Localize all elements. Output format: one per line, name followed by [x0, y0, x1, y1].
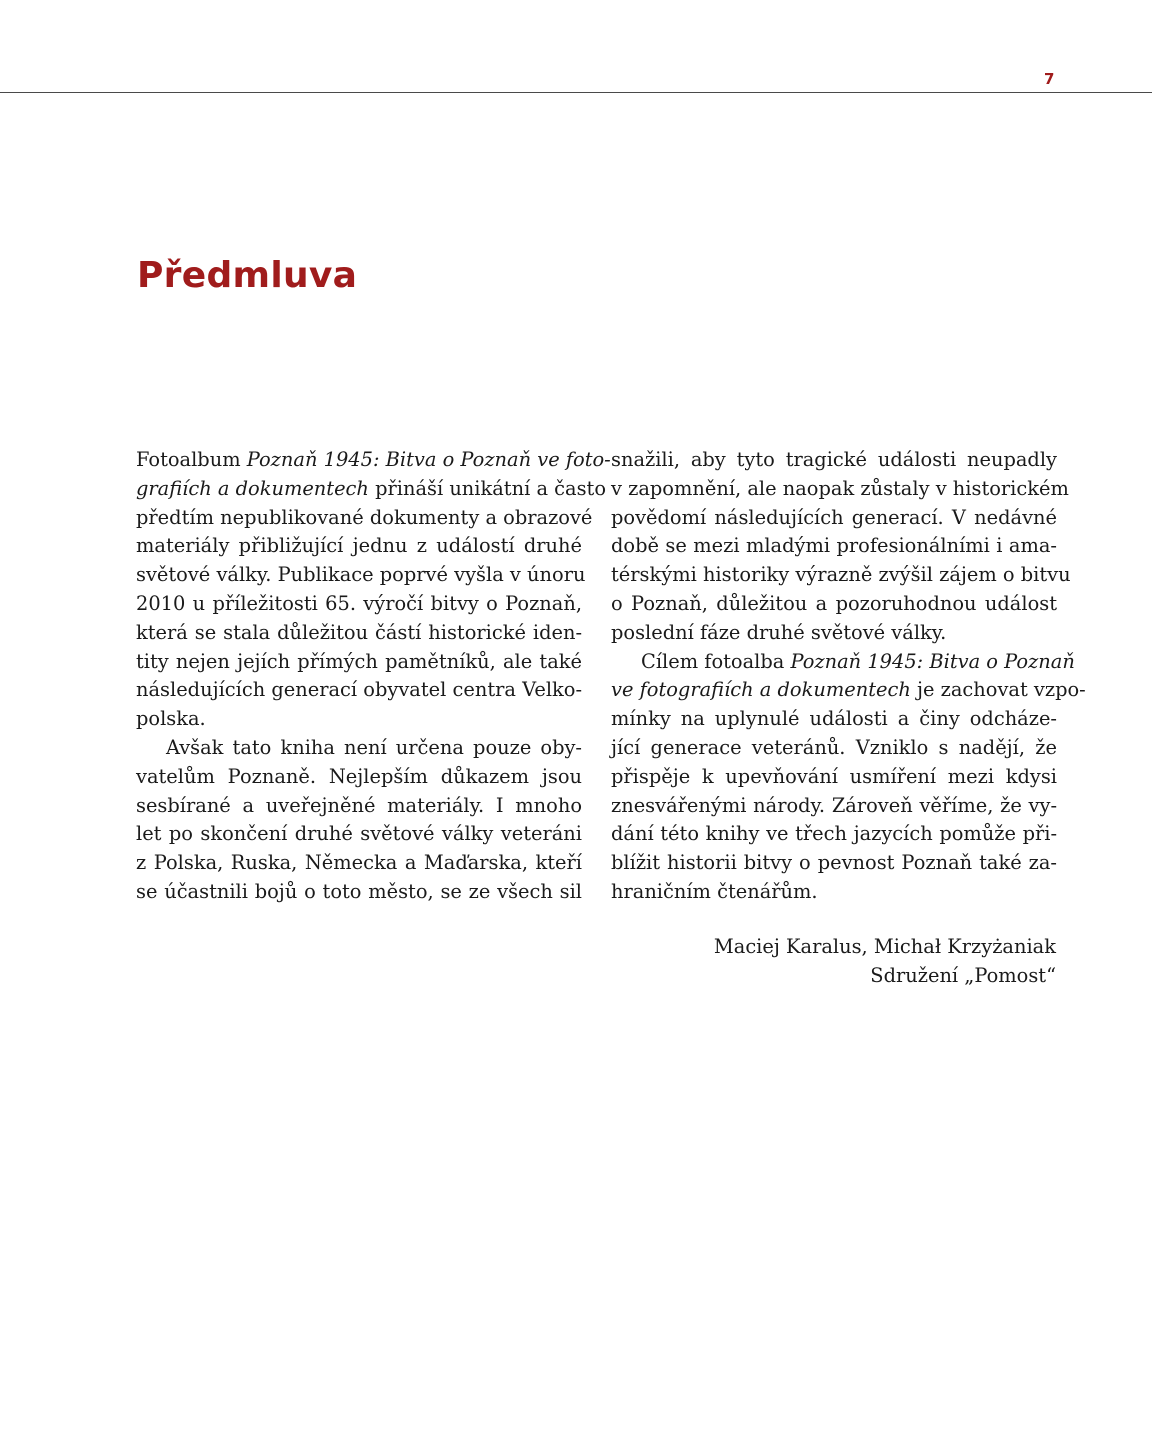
- italic-text: ve fotografiích a dokumentech: [611, 678, 911, 702]
- text-line: [136, 878, 582, 907]
- header-rule: [0, 92, 1152, 93]
- text-line: [611, 475, 1069, 504]
- text-run: která se stala důležitou částí historické iden-: [136, 620, 582, 644]
- text-run: z Polska, Ruska, Německa a Maďarska, kteří: [136, 851, 582, 875]
- text-run: se účastnili bojů o toto město, se ze všech sil: [136, 879, 582, 903]
- text-line: [136, 532, 582, 561]
- text-run: polska.: [136, 707, 206, 731]
- text-run: materiály přibližující jednu z událostí druhé: [136, 534, 582, 558]
- text-run: je zachovat vzpo-: [910, 678, 1086, 702]
- text-run: následujících generací obyvatel centra Velko-: [136, 678, 582, 702]
- text-line: [611, 878, 1057, 907]
- text-run: přináší unikátní a často: [368, 476, 607, 500]
- text-line: [136, 590, 582, 619]
- text-run: Fotoalbum: [136, 448, 247, 471]
- text-line: [611, 561, 1071, 590]
- text-line: [136, 849, 582, 878]
- page-title: Předmluva: [137, 255, 358, 296]
- text-line: [136, 763, 582, 792]
- text-run: mínky na uplynulé události a činy odcháze-: [611, 707, 1057, 731]
- text-run: v zapomnění, ale naopak zůstaly v historickém: [611, 476, 1069, 500]
- text-line: [611, 705, 1057, 734]
- text-line: [611, 648, 1075, 677]
- text-run: 2010 u příležitosti 65. výročí bitvy o Poznaň,: [136, 591, 582, 615]
- text-run: hraničním čtenářům.: [611, 879, 818, 903]
- text-line: [136, 446, 611, 475]
- text-line: [611, 504, 1057, 533]
- text-line: [611, 734, 1057, 763]
- text-run: Cílem fotoalba: [641, 649, 791, 673]
- text-line: [136, 475, 607, 504]
- italic-text: grafiích a dokumentech: [136, 476, 369, 500]
- text-line: [611, 532, 1057, 561]
- text-line: [136, 676, 582, 705]
- text-line: [611, 820, 1057, 849]
- text-run: světové války. Publikace poprvé vyšla v únoru: [136, 563, 586, 587]
- text-run: znesvářenými národy. Zároveň věříme, že vy-: [611, 793, 1057, 817]
- text-run: sesbírané a uveřejněné materiály. I mnoho: [136, 793, 582, 817]
- text-line: [611, 590, 1057, 619]
- text-line: [611, 676, 1086, 705]
- text-line: [136, 792, 582, 821]
- signature-organization: Sdružení „Pomost“: [870, 963, 1056, 987]
- text-line: [136, 504, 593, 533]
- text-run: předtím nepublikované dokumenty a obrazové: [136, 505, 593, 529]
- text-line: [611, 849, 1057, 878]
- signature-authors: Maciej Karalus, Michał Krzyżaniak: [713, 935, 1056, 958]
- text-run: blížit historii bitvy o pevnost Poznaň také za-: [611, 851, 1057, 875]
- text-run: Avšak tato kniha není určena pouze oby-: [166, 735, 582, 759]
- text-run: poslední fáze druhé světové války.: [611, 620, 947, 644]
- text-run: let po skončení druhé světové války veteráni: [136, 822, 582, 846]
- text-line: [611, 446, 1057, 475]
- text-run: povědomí následujících generací. V nedávné: [611, 505, 1057, 529]
- text-run: přispěje k upevňování usmíření mezi kdysi: [611, 764, 1057, 788]
- text-run: o Poznaň, důležitou a pozoruhodnou událost: [611, 591, 1057, 615]
- text-line: [136, 561, 586, 590]
- signature: [714, 933, 1056, 991]
- text-line: [136, 648, 582, 677]
- text-run: jící generace veteránů. Vzniklo s nadějí, že: [611, 735, 1057, 759]
- page-number: 7: [1044, 70, 1055, 88]
- text-run: snažili, aby tyto tragické události neupadly: [611, 448, 1057, 471]
- text-line: [611, 763, 1057, 792]
- text-line: [136, 820, 582, 849]
- text-line: [136, 705, 582, 734]
- text-line: [136, 619, 582, 648]
- left-text-column: [136, 446, 611, 907]
- text-line: [611, 619, 1057, 648]
- text-line: [136, 734, 582, 763]
- text-run: vatelům Poznaně. Nejlepším důkazem jsou: [136, 764, 582, 788]
- text-run: dání této knihy ve třech jazycích pomůže při-: [611, 822, 1057, 846]
- right-text-column: [611, 446, 1086, 907]
- italic-text: Poznaň 1945: Bitva o Poznaň ve foto-: [246, 448, 611, 471]
- italic-text: Poznaň 1945: Bitva o Poznaň: [790, 649, 1075, 673]
- text-run: tity nejen jejích přímých pamětníků, ale také: [136, 649, 582, 673]
- text-line: [611, 792, 1057, 821]
- text-run: době se mezi mladými profesionálními i ama-: [611, 534, 1057, 558]
- text-run: térskými historiky výrazně zvýšil zájem o bitvu: [611, 563, 1071, 587]
